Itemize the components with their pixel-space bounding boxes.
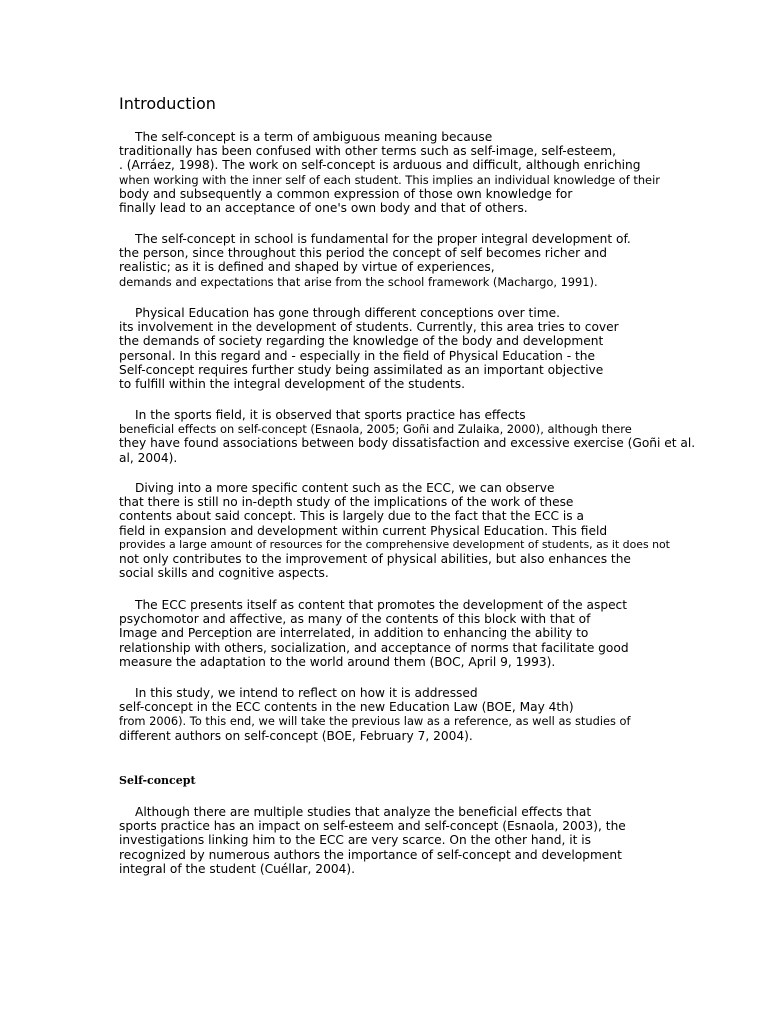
text-line: the person, since throughout this period the concept of self becomes richer and bbox=[119, 246, 607, 261]
text-line: Diving into a more specific content such as the ECC, we can observe bbox=[135, 481, 555, 495]
text-line: The self-concept in school is fundamental for the proper integral development of. bbox=[135, 232, 631, 246]
text-line: investigations linking him to the ECC are very scarce. On the other hand, it is bbox=[119, 833, 592, 848]
paragraph-1 bbox=[119, 130, 660, 215]
text-line: when working with the inner self of each student. This implies an individual knowledge of their bbox=[119, 172, 660, 187]
text-line: provides a large amount of resources for the comprehensive development of students, as it does not bbox=[119, 537, 670, 551]
text-line: Although there are multiple studies that analyze the beneficial effects that bbox=[135, 805, 592, 819]
text-line: integral of the student (Cuéllar, 2004). bbox=[119, 861, 355, 876]
text-line: . (Arráez, 1998). The work on self-concept is arduous and difficult, although enriching bbox=[119, 158, 641, 173]
paragraph-8 bbox=[119, 805, 626, 876]
text-line: Image and Perception are interrelated, in addition to enhancing the ability to bbox=[119, 626, 589, 641]
text-line: finally lead to an acceptance of one's own body and that of others. bbox=[119, 200, 528, 215]
text-line: psychomotor and affective, as many of the contents of this block with that of bbox=[119, 612, 591, 627]
text-line: Self-concept requires further study being assimilated as an important objective bbox=[119, 362, 604, 377]
text-line: personal. In this regard and - especially in the field of Physical Education - the bbox=[119, 348, 596, 363]
text-line: recognized by numerous authors the importance of self-concept and development bbox=[119, 847, 622, 862]
text-line: al, 2004). bbox=[119, 450, 178, 465]
text-line: measure the adaptation to the world around them (BOC, April 9, 1993). bbox=[119, 654, 556, 669]
text-line: different authors on self-concept (BOE, February 7, 2004). bbox=[119, 728, 473, 743]
text-line: self-concept in the ECC contents in the new Education Law (BOE, May 4th) bbox=[119, 700, 574, 715]
text-line: not only contributes to the improvement of physical abilities, but also enhances the bbox=[119, 551, 631, 566]
paragraph-7 bbox=[119, 686, 631, 743]
paragraph-6 bbox=[119, 598, 629, 669]
text-line: to fulfill within the integral development of the students. bbox=[119, 376, 465, 391]
text-line: realistic; as it is defined and shaped by virtue of experiences, bbox=[119, 260, 495, 275]
paragraph-3 bbox=[119, 306, 619, 391]
text-line: that there is still no in-depth study of the implications of the work of these bbox=[119, 495, 574, 510]
text-line: Physical Education has gone through different conceptions over time. bbox=[135, 306, 560, 320]
text-line: they have found associations between body dissatisfaction and excessive exercise (Goñi et al. bbox=[119, 436, 696, 451]
text-line: beneficial effects on self-concept (Esnaola, 2005; Goñi and Zulaika, 2000), although there bbox=[119, 422, 632, 437]
text-line: In this study, we intend to reflect on how it is addressed bbox=[135, 686, 478, 700]
text-line: demands and expectations that arise from the school framework (Machargo, 1991). bbox=[119, 274, 598, 289]
text-line: the demands of society regarding the knowledge of the body and development bbox=[119, 334, 604, 349]
text-line: social skills and cognitive aspects. bbox=[119, 566, 329, 581]
text-line: The ECC presents itself as content that promotes the development of the aspect bbox=[135, 598, 628, 612]
section-heading-self-concept: Self-concept bbox=[119, 774, 196, 787]
text-line: contents about said concept. This is largely due to the fact that the ECC is a bbox=[119, 509, 584, 524]
paragraph-5 bbox=[119, 481, 670, 580]
text-line: The self-concept is a term of ambiguous meaning because bbox=[135, 130, 493, 144]
text-line: body and subsequently a common expression of those own knowledge for bbox=[119, 186, 573, 201]
text-line: its involvement in the development of students. Currently, this area tries to cover bbox=[119, 320, 619, 335]
text-line: In the sports field, it is observed that sports practice has effects bbox=[135, 408, 526, 422]
paragraph-2 bbox=[119, 232, 631, 289]
text-line: relationship with others, socialization, and acceptance of norms that facilitate good bbox=[119, 640, 629, 655]
text-line: traditionally has been confused with other terms such as self-image, self-esteem, bbox=[119, 144, 617, 159]
paragraph-4 bbox=[119, 408, 695, 465]
text-line: field in expansion and development within current Physical Education. This field bbox=[119, 523, 608, 538]
text-line: from 2006). To this end, we will take the previous law as a reference, as well as studies of bbox=[119, 714, 631, 729]
section-heading-introduction: Introduction bbox=[119, 94, 216, 113]
text-line: sports practice has an impact on self-esteem and self-concept (Esnaola, 2003), the bbox=[119, 819, 626, 834]
